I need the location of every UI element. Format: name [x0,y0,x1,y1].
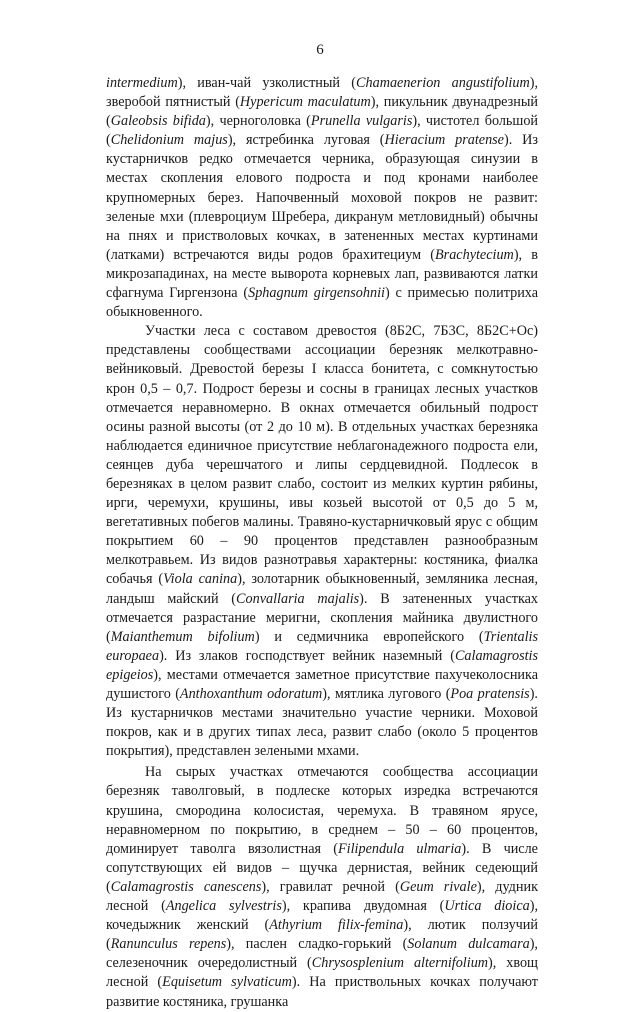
latin-species-name: Chamaenerion angustifolium [356,75,530,91]
text-run: ), пикульник двунадрезный ( [106,94,538,130]
latin-species-name: intermedium [106,75,178,91]
latin-species-name: Galeobsis bifida [110,113,206,130]
latin-species-name: Solanum dulcamara [407,936,530,953]
latin-species-name: Chelidonium majus [110,132,228,149]
latin-species-name: Sphagnum girgensohnii [248,285,385,302]
latin-species-name: Maianthemum bifolium [110,628,255,645]
text-run: ), мятлика лугового ( [322,686,451,702]
text-run: ) и седмичника европейского ( [254,628,484,645]
latin-species-name: Filipendula ulmaria [337,840,462,857]
text-run: ), ястребинка луговая ( [227,132,385,149]
text-run: ), местами отмечается заметное присутствие пахучеколосника душистого ( [106,666,538,702]
latin-species-name: Calamagrostis canescens [110,878,262,895]
text-run: ). На приствольных кочках получают развитие костяника, грушанка [106,974,538,1010]
text-run: ). Из кустарничков местами значительно участие черники. Моховой покров, как и в других типах леса, развит слабо (около 5 процентов покрытия), представлен зелеными мхами. [106,686,538,760]
latin-species-name: Urtica dioica [444,898,530,915]
text-run: ) с примесью политриха обыкновенного. [106,285,538,321]
latin-species-name: Equisetum sylvaticum [162,974,292,991]
paragraph-3 [106,763,538,1011]
text-run: На сырых участках отмечаются сообщества ассоциации березняк таволговый, в подлеске которых изредка встречаются крушина, смородина колосистая, черемуха. В травяном ярусе, неравномерном по покрытию, в среднем – 50 – 60 процентов, доминирует таволга вязолистная ( [106,764,538,857]
text-run: ). Из злаков господствует вейник наземный ( [159,647,455,664]
latin-species-name: Convallaria majalis [236,590,360,607]
latin-species-name: Athyrium filix-femina [269,917,404,934]
text-run: ), паслен сладко-горький ( [226,936,408,953]
latin-species-name: Calamagrostis epigeios [106,647,538,683]
latin-species-name: Hypericum maculatum [239,94,371,111]
text-run: ). В затененных участках отмечается разрастание меригни, скопления майника двулистного ( [106,590,539,645]
page-number: 6 [316,42,324,58]
paragraph-2 [106,322,538,761]
latin-species-name: Prunella vulgaris [310,113,413,130]
latin-species-name: Chrysosplenium alternifolium [311,955,489,972]
text-run: ), хвощ лесной ( [106,955,538,991]
latin-species-name: Brachytecium [435,246,514,263]
text-run: ), селезеночник очередолистный ( [106,936,538,972]
text-run: ), дудник лесной ( [106,878,538,915]
latin-species-name: Anthoxanthum odoratum [179,686,323,702]
latin-species-name: Geum rivale [399,878,477,895]
text-run: ), гравилат речной ( [261,878,400,895]
text-run: ). В числе сопутствующих ей видов – щучка дернистая, вейник седеющий ( [106,840,538,895]
latin-species-name: Viola canina [163,571,238,588]
text-run: ), зверобой пятнистый ( [106,75,538,111]
text-run: ). Из кустарничков редко отмечается черника, образующая синузии в местах скопления елового подроста и под кронами наиболее крупномерных берез. Напочвенный моховой покров не развит: зеленые мхи (плевроциум Шребера, дикранум метловидный) обычны на пнях и пристволовых кочках, в затененных местах куртинами (латками) встречаются виды родов брахитециум ( [106,132,538,263]
latin-species-name: Angelica sylvestris [165,898,282,915]
text-run: ), лютик ползучий ( [106,917,538,953]
text-run: Участки леса с составом древостоя (8Б2С, 7Б3С, 8Б2С+Ос) представлены сообществами ассоциации березняк мелкотравно-вейниковый. Древостой березы I класса бонитета, с сомкнутостью крон 0,5 – 0,7. Подрост березы и сосны в границах лесных участков отмечается неравномерно. В окнах отмечается обильный подрост осины разной высоты (от 2 до 10 м). В отдельных участках березняка наблюдается единичное присутствие неблагонадежного подроста ели, сеянцев дуба черешчатого и липы сердцевидной. Подлесок в березняках в целом развит слабо, состоит из мелких куртин рябины, ирги, черемухи, крушины, ивы козьей высотой от 0,5 до 5 м, вегетативных побегов малины. Травяно-кустарничковый ярус с общим покрытием 60 – 90 процентов представлен разнообразным мелкотравьем. Из видов разнотравья характерны: костяника, фиалка собачья ( [106,323,538,588]
latin-species-name: Hieracium pratense [384,132,504,149]
text-run: ), черноголовка ( [205,113,311,130]
body-text [106,74,538,1012]
text-run: ), кочедыжник женский ( [106,898,538,934]
text-run: ), иван-чай узколистный ( [177,75,357,91]
text-run: ), крапива двудомная ( [281,898,445,915]
paragraph-1 [106,74,538,322]
latin-species-name: Poa pratensis [450,686,530,702]
latin-species-name: Trientalis europaea [106,628,538,664]
latin-species-name: Ranunculus repens [110,936,227,953]
text-run: ), чистотел большой ( [106,113,539,149]
text-run: ), золотарник обыкновенный, земляника лесная, ландыш майский ( [106,571,538,607]
text-run: ), в микрозападинах, на месте выворота корневых лап, развиваются латки сфагнума Гиргензона ( [106,246,538,302]
